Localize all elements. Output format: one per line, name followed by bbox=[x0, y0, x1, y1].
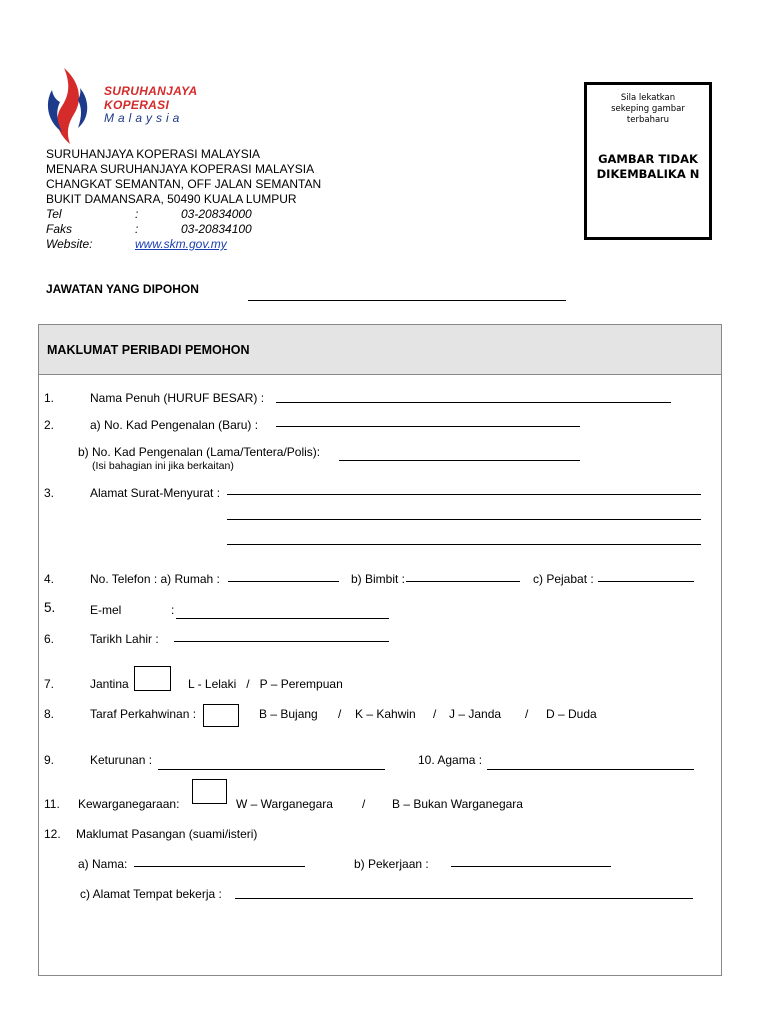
spouse-job-field[interactable] bbox=[451, 866, 611, 867]
field-4-number: 4. bbox=[44, 572, 55, 586]
marital-sep-1: / bbox=[338, 707, 342, 721]
religion-field[interactable] bbox=[487, 769, 694, 770]
spouse-name-field[interactable] bbox=[134, 866, 305, 867]
tel-value: 03-20834000 bbox=[181, 207, 252, 221]
website-link[interactable]: www.skm.gov.my bbox=[135, 237, 227, 251]
section-title: MAKLUMAT PERIBADI PEMOHON bbox=[47, 343, 250, 357]
fax-value: 03-20834100 bbox=[181, 222, 252, 236]
position-field[interactable] bbox=[248, 300, 566, 301]
photo-box-note: Sila lekatkan sekeping gambar terbaharu bbox=[611, 93, 685, 125]
field-7-number: 7. bbox=[44, 677, 55, 691]
skm-logo bbox=[44, 66, 204, 146]
ic-old-label: b) No. Kad Pengenalan (Lama/Tentera/Polis): bbox=[78, 445, 321, 459]
website-label: Website: bbox=[46, 237, 93, 251]
ethnicity-label: Keturunan : bbox=[90, 753, 153, 767]
field-9-number: 9. bbox=[44, 753, 55, 767]
email-colon: : bbox=[171, 603, 175, 617]
birth-date-label: Tarikh Lahir : bbox=[90, 632, 159, 646]
marital-option-married: K – Kahwin bbox=[355, 707, 416, 721]
phone-mobile-label: b) Bimbit : bbox=[351, 572, 406, 586]
spouse-workplace-field[interactable] bbox=[235, 898, 693, 899]
citizenship-box[interactable] bbox=[192, 779, 227, 804]
mailing-address-label: Alamat Surat-Menyurat : bbox=[90, 486, 221, 500]
spouse-job-label: b) Pekerjaan : bbox=[354, 857, 429, 871]
field-11-number: 11. bbox=[44, 797, 60, 811]
marital-sep-3: / bbox=[525, 707, 529, 721]
logo-text-line2: KOPERASI bbox=[104, 98, 170, 112]
field-12-number: 12. bbox=[44, 827, 61, 841]
citizenship-label: Kewarganegaraan: bbox=[78, 797, 180, 811]
photo-box bbox=[584, 82, 712, 240]
ic-old-field[interactable] bbox=[339, 460, 580, 461]
mailing-address-field-2[interactable] bbox=[227, 519, 701, 520]
phone-office-field[interactable] bbox=[598, 581, 694, 582]
skm-emblem-icon bbox=[44, 66, 100, 146]
full-name-field[interactable] bbox=[276, 402, 671, 403]
email-field[interactable] bbox=[176, 618, 389, 619]
address-line2: MENARA SURUHANJAYA KOPERASI MALAYSIA bbox=[46, 162, 315, 176]
phone-home-field[interactable] bbox=[228, 581, 339, 582]
marital-option-single: B – Bujang bbox=[259, 707, 318, 721]
citizenship-option-citizen: W – Warganegara bbox=[236, 797, 333, 811]
field-5-number: 5. bbox=[44, 600, 56, 615]
ic-old-note: (Isi bahagian ini jika berkaitan) bbox=[92, 460, 234, 472]
marital-status-label: Taraf Perkahwinan : bbox=[90, 707, 197, 721]
ic-new-label: a) No. Kad Pengenalan (Baru) : bbox=[90, 418, 259, 432]
mailing-address-field-1[interactable] bbox=[227, 494, 701, 495]
field-1-number: 1. bbox=[44, 391, 55, 405]
tel-label: Tel bbox=[46, 207, 62, 221]
field-8-number: 8. bbox=[44, 707, 55, 721]
gender-options: L - Lelaki / P – Perempuan bbox=[188, 677, 343, 691]
tel-colon: : bbox=[135, 207, 139, 221]
marital-sep-2: / bbox=[433, 707, 437, 721]
religion-label: 10. Agama : bbox=[418, 753, 483, 767]
photo-box-warning: GAMBAR TIDAK DIKEMBALIKA N bbox=[596, 152, 700, 181]
birth-date-field[interactable] bbox=[174, 641, 389, 642]
section-header bbox=[39, 325, 721, 375]
gender-label: Jantina bbox=[90, 677, 129, 691]
logo-text-line3: Malaysia bbox=[104, 111, 184, 125]
mailing-address-field-3[interactable] bbox=[227, 544, 701, 545]
marital-status-box[interactable] bbox=[203, 704, 239, 727]
field-6-number: 6. bbox=[44, 632, 55, 646]
field-2-number: 2. bbox=[44, 418, 55, 432]
address-line3: CHANGKAT SEMANTAN, OFF JALAN SEMANTAN bbox=[46, 177, 322, 191]
address-line4: BUKIT DAMANSARA, 50490 KUALA LUMPUR bbox=[46, 192, 297, 206]
marital-option-widow: J – Janda bbox=[449, 707, 502, 721]
marital-option-widower: D – Duda bbox=[546, 707, 597, 721]
phone-office-label: c) Pejabat : bbox=[533, 572, 594, 586]
spouse-info-label: Maklumat Pasangan (suami/isteri) bbox=[76, 827, 258, 841]
citizenship-option-non-citizen: B – Bukan Warganegara bbox=[392, 797, 523, 811]
citizenship-sep: / bbox=[362, 797, 366, 811]
spouse-workplace-label: c) Alamat Tempat bekerja : bbox=[80, 887, 222, 901]
full-name-label: Nama Penuh (HURUF BESAR) : bbox=[90, 391, 265, 405]
phone-mobile-field[interactable] bbox=[406, 581, 520, 582]
ethnicity-field[interactable] bbox=[158, 769, 385, 770]
address-block bbox=[46, 147, 376, 207]
address-line1: SURUHANJAYA KOPERASI MALAYSIA bbox=[46, 147, 261, 161]
position-label: JAWATAN YANG DIPOHON bbox=[46, 282, 199, 296]
spouse-name-label: a) Nama: bbox=[78, 857, 128, 871]
phone-home-label: No. Telefon : a) Rumah : bbox=[90, 572, 220, 586]
email-label: E-mel bbox=[90, 603, 122, 617]
fax-colon: : bbox=[135, 222, 139, 236]
fax-label: Faks bbox=[46, 222, 73, 236]
gender-box[interactable] bbox=[134, 666, 171, 691]
field-3-number: 3. bbox=[44, 486, 55, 500]
ic-new-field[interactable] bbox=[276, 426, 580, 427]
logo-text-line1: SURUHANJAYA bbox=[104, 84, 198, 98]
